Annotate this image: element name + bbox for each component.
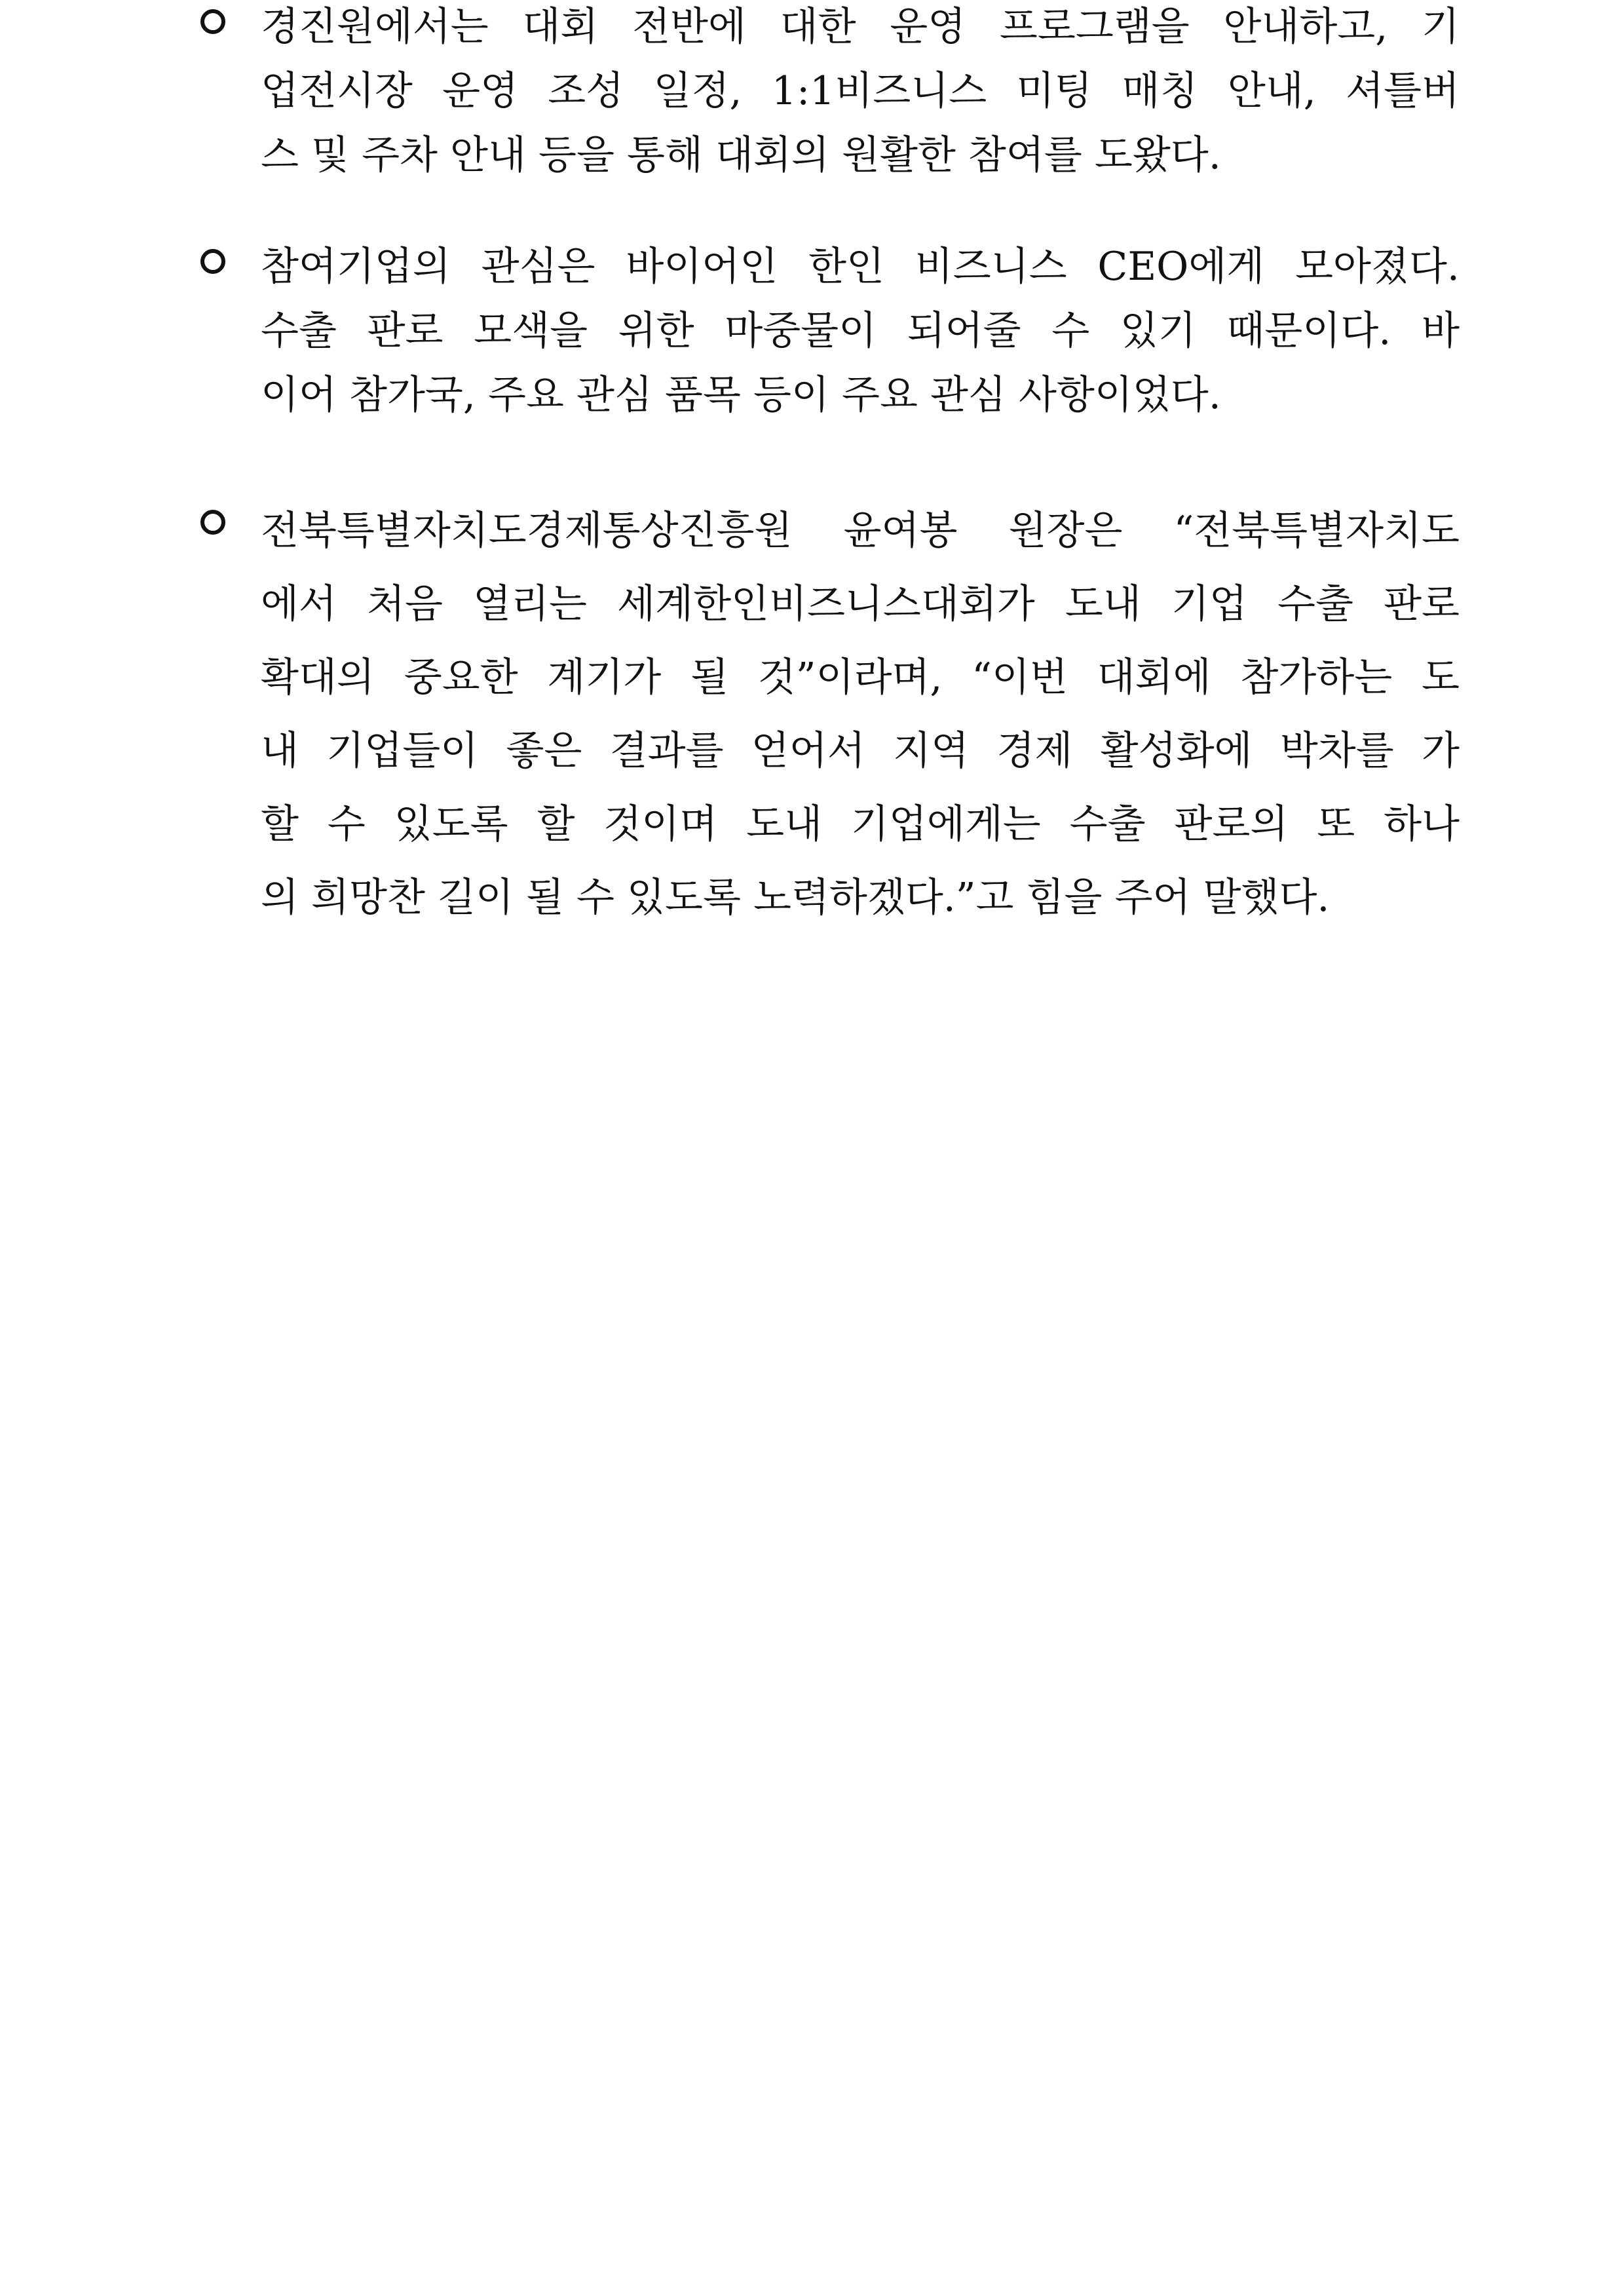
paragraph-director-quote [261, 494, 1460, 934]
hollow-circle-bullet-icon [200, 9, 225, 34]
paragraph-line: 이어 참가국, 주요 관심 품목 등이 주요 관심 사항이었다. [261, 372, 1221, 418]
paragraph-buyer-interest [261, 235, 1460, 427]
paragraph-line: 경진원에서는 대회 전반에 대한 운영 프로그램을 안내하고, 기 [261, 4, 1460, 50]
paragraph-line: 할 수 있도록 할 것이며 도내 기업에게는 수출 판로의 또 하나 [261, 801, 1460, 847]
hollow-circle-bullet-icon [200, 249, 225, 274]
paragraph-line: 확대의 중요한 계기가 될 것”이라며, “이번 대회에 참가하는 도 [261, 655, 1460, 700]
paragraph-line: 수출 판로 모색을 위한 마중물이 되어줄 수 있기 때문이다. 바 [261, 308, 1460, 354]
paragraph-line: 업전시장 운영 조성 일정, 1:1비즈니스 미팅 매칭 안내, 셔틀버 [261, 68, 1460, 114]
hollow-circle-bullet-icon [200, 510, 225, 535]
paragraph-line: 전북특별자치도경제통상진흥원 윤여봉 원장은 “전북특별자치도 [261, 508, 1460, 554]
paragraph-line: 참여기업의 관심은 바이어인 한인 비즈니스 CEO에게 모아졌다. [261, 244, 1460, 290]
paragraph-line: 에서 처음 열리는 세계한인비즈니스대회가 도내 기업 수출 판로 [261, 581, 1460, 627]
paragraph-line: 의 희망찬 길이 될 수 있도록 노력하겠다.”고 힘을 주어 말했다. [261, 875, 1330, 921]
paragraph-line: 내 기업들이 좋은 결과를 얻어서 지역 경제 활성화에 박차를 가 [261, 728, 1460, 774]
paragraph-line: 스 및 주차 안내 등을 통해 대회의 원활한 참여를 도왔다. [261, 132, 1221, 178]
paragraph-operations [261, 0, 1460, 187]
